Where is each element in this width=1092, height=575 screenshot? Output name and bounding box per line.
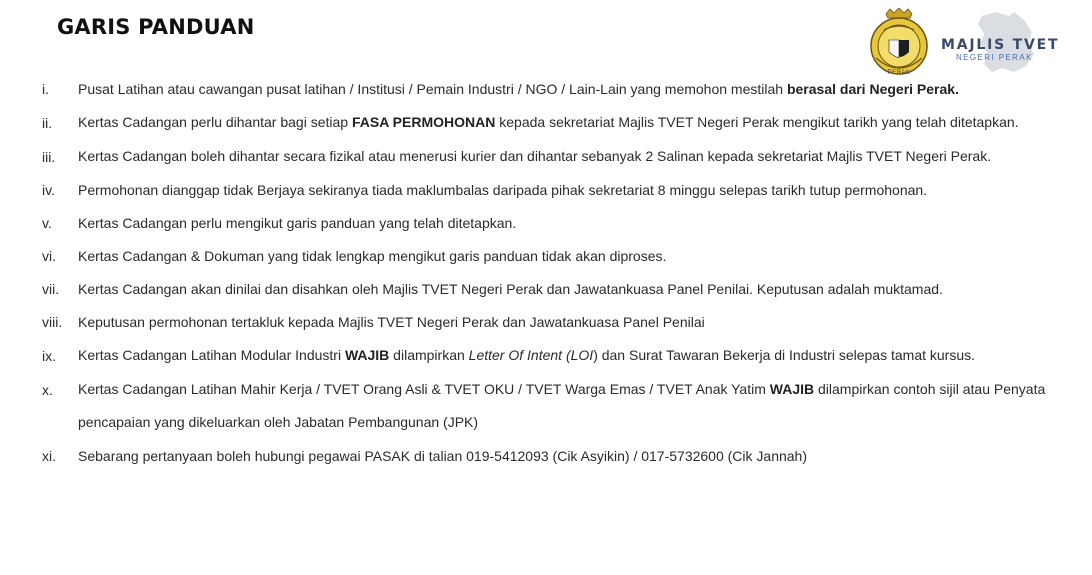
- guideline-item-v: [0, 212, 1092, 234]
- item-number: iii.: [42, 149, 56, 165]
- item-text: Kertas Cadangan Latihan Modular Industri WAJIB dilampirkan Letter Of Intent (LOI) dan Surat Tawaran Bekerja di Industri selepas tamat kursus.: [78, 347, 976, 363]
- item-number: vii.: [42, 281, 60, 297]
- guideline-item-vii: [0, 278, 1092, 300]
- guideline-item-viii: [0, 311, 1092, 333]
- item-number: ii.: [42, 115, 53, 131]
- item-number: x.: [42, 382, 53, 398]
- guideline-item-vi: [0, 245, 1092, 267]
- brand-title: MAJLIS TVET: [941, 37, 1060, 53]
- item-number: viii.: [42, 314, 63, 330]
- item-text: Kertas Cadangan boleh dihantar secara fizikal atau menerusi kurier dan dihantar sebanyak 2 Salinan kepada sekretariat Majlis TVET Negeri Perak.: [78, 148, 992, 164]
- page-title: GARIS PANDUAN: [57, 15, 255, 39]
- guideline-item-ii: [0, 106, 1092, 139]
- header-logos: [864, 8, 1076, 80]
- item-text: Kertas Cadangan perlu mengikut garis panduan yang telah ditetapkan.: [78, 215, 517, 231]
- guideline-item-xi: [0, 445, 1092, 467]
- guideline-list: [0, 78, 1092, 478]
- item-number: iv.: [42, 182, 55, 198]
- item-text: Sebarang pertanyaan boleh hubungi pegawai PASAK di talian 019-5412093 (Cik Asyikin) / 017-5732600 (Cik Jannah): [78, 448, 808, 464]
- guideline-item-x: [0, 373, 1092, 439]
- item-text: Kertas Cadangan perlu dihantar bagi setiap FASA PERMOHONAN kepada sekretariat Majlis TVET Negeri Perak mengikut tarikh yang telah ditetapkan.: [78, 114, 1019, 130]
- item-text: Kertas Cadangan Latihan Mahir Kerja / TVET Orang Asli & TVET OKU / TVET Warga Emas / TVET Anak Yatim WAJIB dilampirkan contoh sijil atau Penyata pencapaian yang dikeluarkan oleh Jabatan Pembangunan (JPK): [78, 381, 1046, 430]
- crest-caption: PERAK: [887, 70, 911, 76]
- item-text: Kertas Cadangan & Dokuman yang tidak lengkap mengikut garis panduan tidak akan diproses.: [78, 248, 667, 264]
- item-text: Keputusan permohonan tertakluk kepada Majlis TVET Negeri Perak dan Jawatankuasa Panel Penilai: [78, 314, 705, 330]
- guideline-item-iii: [0, 140, 1092, 173]
- guideline-item-i: [0, 78, 1092, 100]
- guideline-item-ix: [0, 339, 1092, 372]
- item-text: Permohonan dianggap tidak Berjaya sekiranya tiada maklumbalas daripada pihak sekretariat 8 minggu selepas tarikh tutup permohonan.: [78, 182, 928, 198]
- brand-subtitle: NEGERI PERAK: [956, 53, 1033, 62]
- guideline-item-iv: [0, 179, 1092, 201]
- item-text: Pusat Latihan atau cawangan pusat latihan / Institusi / Pemain Industri / NGO / Lain-Lain yang memohon mestilah berasal dari Negeri Perak.: [78, 81, 959, 97]
- item-number: vi.: [42, 248, 56, 264]
- item-text: Kertas Cadangan akan dinilai dan disahkan oleh Majlis TVET Negeri Perak dan Jawatankuasa Panel Penilai. Keputusan adalah muktamad.: [78, 281, 943, 297]
- item-number: v.: [42, 215, 52, 231]
- item-number: ix.: [42, 348, 56, 364]
- item-number: i.: [42, 81, 49, 97]
- item-number: xi.: [42, 448, 56, 464]
